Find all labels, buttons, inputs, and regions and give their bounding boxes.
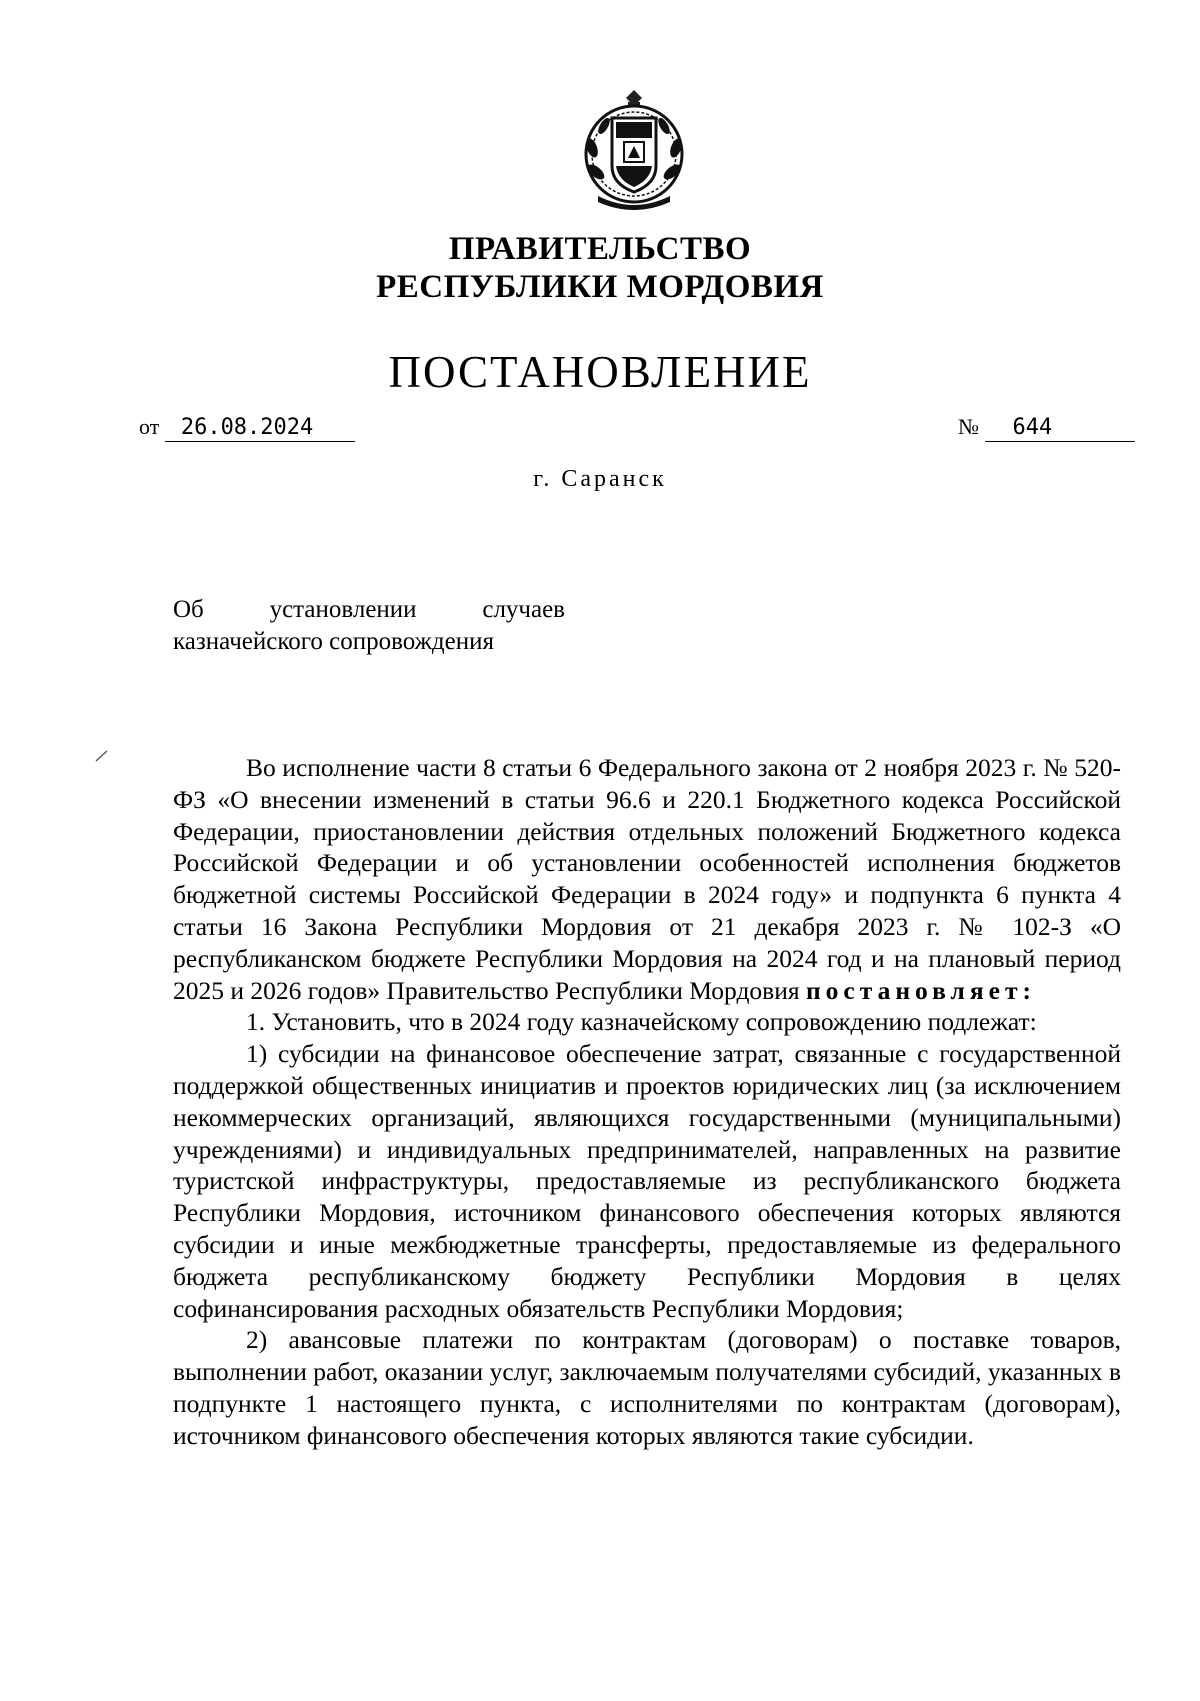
date-value: 26.08.2024 (165, 415, 355, 442)
government-title-line2: РЕСПУБЛИКИ МОРДОВИЯ (376, 269, 824, 305)
pen-mark-icon (95, 748, 109, 762)
subject-word: случаев (482, 596, 565, 623)
city-line: г. Саранск (533, 466, 667, 492)
subject-word: установлении (269, 596, 417, 623)
subject-word: Об (173, 596, 204, 623)
date-row (139, 414, 355, 442)
document-body (173, 752, 1121, 1452)
date-label: от (139, 414, 160, 439)
subject-line-1 (173, 594, 565, 626)
subitem-1-paragraph: 1) субсидии на финансовое обеспечение затрат, связанные с государственной поддержкой общественных инициатив и проектов юридических лиц (за исключением некоммерческих организаций, являющихся государственными (муниципальными) учреждениями) и индивидуальных предпринимателей, направленных на развитие туристской инфраструктуры, предоставляемые из республиканского бюджета Республики Мордовия, источником финансового обеспечения которых являются субсидии и иные межбюджетные трансферты, предоставляемые из федерального бюджета республиканскому бюджету Республики Мордовия в целях софинансирования расходных обязательств Республики Мордовия; (173, 1039, 1121, 1323)
mordovia-coat-of-arms-icon (578, 88, 690, 214)
subject-line-2: казначейского сопровождения (173, 628, 494, 655)
preamble-text: Во исполнение части 8 статьи 6 Федерального закона от 2 ноября 2023 г. № 520-ФЗ «О внесении изменений в статьи 96.6 и 220.1 Бюджетного кодекса Российской Федерации, приостановлении действия отдельных положений Бюджетного кодекса Российской Федерации и об установлении особенностей исполнения бюджетов бюджетной системы Российской Федерации в 2024 году» и подпункта 6 пункта 4 статьи 16 Закона Республики Мордовия от 21 декабря 2023 г. № 102-З «О республиканском бюджете Республики Мордовия на 2024 год и на плановый период 2025 и 2026 годов» Правительство Республики Мордовия (173, 753, 1121, 1005)
subitem-2-paragraph: 2) авансовые платежи по контрактам (договорам) о поставке товаров, выполнении работ, оказании услуг, заключаемым получателями субсидий, указанных в подпункте 1 настоящего пункта, с исполнителями по контрактам (договорам), источником финансового обеспечения которых являются такие субсидии. (173, 1325, 1121, 1450)
government-title-line1: ПРАВИТЕЛЬСТВО (448, 231, 752, 267)
number-row (958, 414, 1135, 442)
number-value: 644 (985, 415, 1135, 442)
decree-word: постановляет: (805, 975, 1036, 1005)
preamble-paragraph (173, 752, 1121, 1006)
number-label: № (958, 414, 979, 439)
document-subject (173, 594, 565, 658)
document-type-title: ПОСТАНОВЛЕНИЕ (388, 347, 812, 397)
item-1-paragraph: 1. Установить, что в 2024 году казначейскому сопровождению подлежат: (246, 1007, 1037, 1037)
